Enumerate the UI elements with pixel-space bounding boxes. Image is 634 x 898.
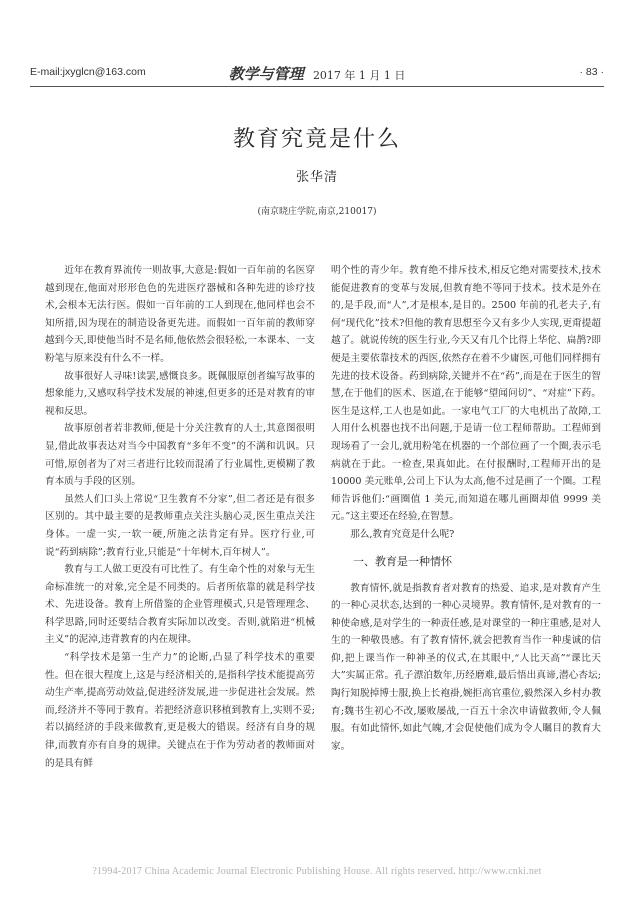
section-heading: 一、教育是一种情怀	[353, 554, 452, 568]
header-journal-date	[30, 63, 604, 84]
header-email: E-mail:jxyglcn@163.com	[30, 66, 146, 78]
issue-date: 2017 年 1 月 1 日	[312, 69, 406, 82]
author-affiliation: (南京晓庄学院,南京,210017)	[257, 207, 377, 217]
copyright-footer: ?1994-2017 China Academic Journal Electronic Publishing House. All rights reserved. http://www.cnki.net	[92, 866, 542, 877]
right-column	[331, 262, 601, 755]
paragraph: 虽然人们口头上常说“卫生教育不分家”,但二者还是有很多区别的。其中最主要的是教师重点关注头脑心灵,医生重点关注身体。一虚一实,一软一硬,所施之法肯定有异。医疗行业,可说“药到病除”;教育行业,只能是“十年树木,百年树人”。	[45, 493, 315, 558]
paragraph: 近年在教育界流传一则故事,大意是:假如一百年前的名医穿越到现在,他面对形形色色的先进医疗器械和各种先进的诊疗技术,会根本无法行医。假如一百年前的工人到现在,他同样也会不知所措,因为现在的制造设备更先进。而假如一百年前的教师穿越到今天,即使他当时不是名师,他依然会很轻松,一本课本、一支粉笔与原来没有什么不一样。	[45, 265, 315, 364]
paragraph: 那么,教育究竟是什么呢?	[350, 528, 455, 540]
journal-name: 教学与管理	[228, 65, 304, 83]
article-title: 教育究竟是什么	[232, 127, 401, 152]
page-header	[30, 66, 604, 82]
article-author: 张华清	[295, 170, 338, 185]
paragraph: “科学技术是第一生产力”的论断,凸显了科学技术的重要性。但在很大程度上,这是与经济相关的,是指科学技术能提高劳动生产率,提高劳动效益,促进经济发展,进一步促进社会发展。然而,经济并不等同于教育。若把经济意识移植到教育上,实则不妥;若以搞经济的手段来做教育,更是极大的错误。经济有自身的规律,而教育亦有自身的规律。关键点在于作为劳动者的教师面对的是具有鲜	[45, 652, 315, 769]
paragraph: 故事很好人寻味!读罢,感慨良多。既佩服原创者编写故事的想象能力,又感叹科学技术发展的神速,但更多的还是对教育的审视和反思。	[45, 370, 315, 417]
paragraph: 故事原创者若非教师,便是十分关注教育的人士,其意图很明显,借此故事表达对当今中国教育“多年不变”的不满和讥讽。只可惜,原创者为了对三者进行比较而混淆了行业属性,更模糊了教育本质与手段的区别。	[45, 423, 315, 488]
header-rule	[30, 86, 604, 87]
left-column	[45, 262, 315, 772]
page-number: · 83 ·	[579, 66, 604, 78]
paragraph: 教育与工人做工更没有可比性了。有生命个性的对象与无生命标准统一的对象,完全是不同类的。后者所依靠的就是科学技术、先进设备。教育上所借鉴的企业管理模式,只是管理理念、科学思路,同时还要结合教育实际加以改变。否则,就陷进“机械主义”的泥淖,违背教育的内在规律。	[45, 564, 315, 646]
paragraph-continued: 明个性的青少年。教育绝不排斥技术,相反它绝对需要技术,技术能促进教育的变革与发展,但教育绝不等同于技术。技术是外在的,是手段,而“人”,才是根本,是目的。2500 年前的孔老夫子,有何“现代化”技术?但他的教育思想至今又有多少人实现,更甭提超越了。就说传统的医生行业,今天又有几个比得上华佗、扁鹊?即便是主要依靠技术的西医,依然存在着不少庸医,可他们同样拥有先进的技术设备。药到病除,关键并不在“药”,而是在于医生的智慧,在于他们的医术、医道,在于能够“望闻问切”、“对症”下药。医生是这样,工人也是如此。一家电气工厂的大电机出了故障,工人用什么机器也找不出问题,于是请一位工程师帮助。工程师到现场看了一会儿,就用粉笔在机器的一个部位画了一个圈,表示毛病就在于此。一检查,果真如此。在付报酬时,工程师开出的是 10000 美元账单,公司上下认为太高,他不过是画了一个圈。工程师告诉他们:“画圈值 1 美元,而知道在哪儿画圈却值 9999 美元。”这主要还在经验,在智慧。	[331, 265, 601, 523]
paragraph: 教育情怀,就是指教育者对教育的热爱、追求,是对教育产生的一种心灵状态,达到的一种心灵境界。教育情怀,是对教育的一种使命感,是对学生的一种责任感,是对课堂的一种庄重感,是对人生的一种敬畏感。有了教育情怀,就会把教育当作一种虔诚的信仰,把上课当作一种神圣的仪式,在其眼中,“人比天高”“课比天大”实属正常。孔子漂泊数年,历经磨难,最后悟出真谛,潜心杏坛;陶行知脱掉博士服,换上长袍褂,婉拒高官重位,毅然深入乡村办教育;魏书生初心不改,屡败屡战,一百五十余次申请做教师,令人佩服。有如此情怀,如此气魄,才会促使他们成为令人瞩目的教育大家。	[331, 582, 601, 752]
